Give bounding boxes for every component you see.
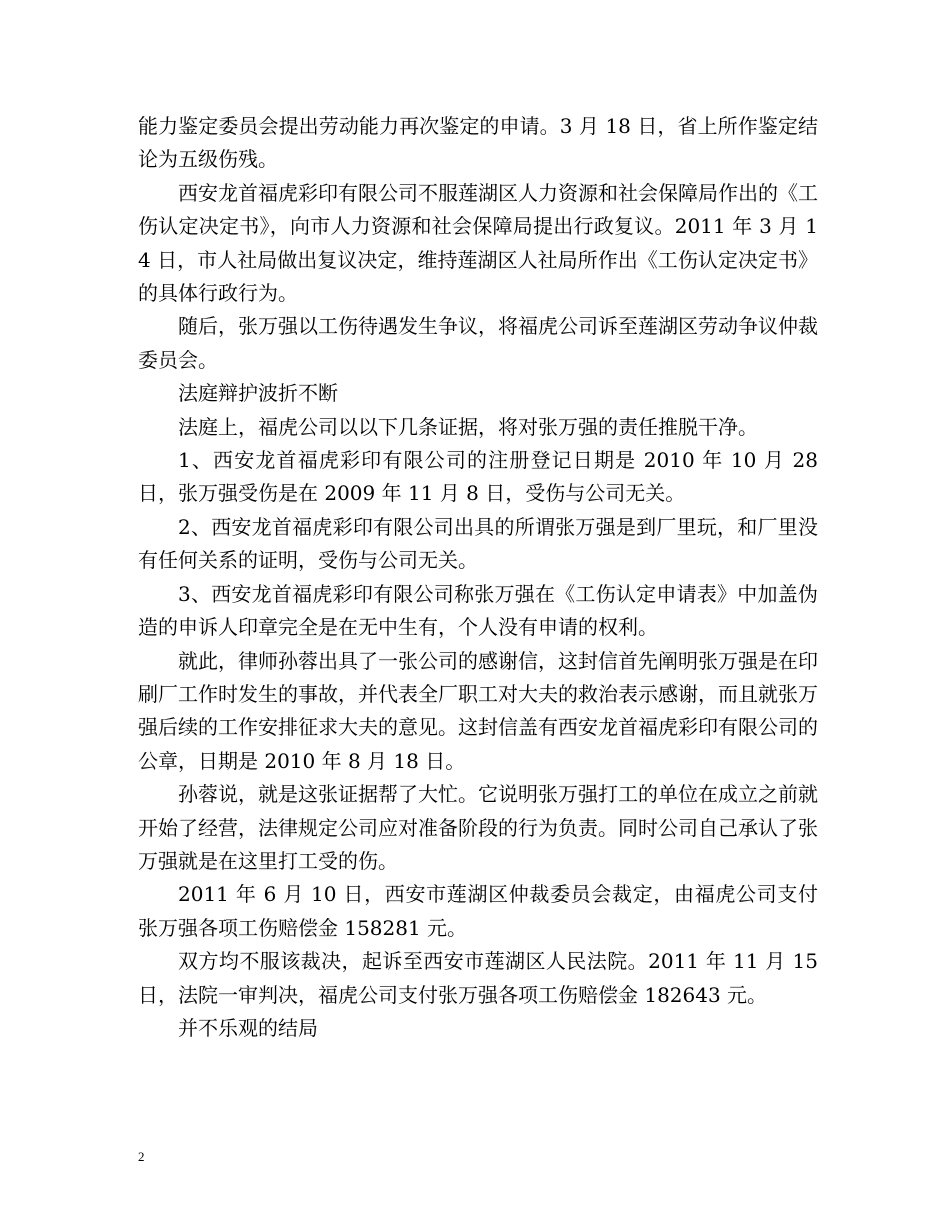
page-number: 2 [138,1149,145,1164]
document-body [138,110,818,1045]
paragraph: 就此，律师孙蓉出具了一张公司的感谢信，这封信首先阐明张万强是在印刷厂工作时发生的事故，并代表全厂职工对大夫的救治表示感谢，而且就张万强后续的工作安排征求大夫的意见。这封信盖有西安龙首福虎彩印有限公司的公章，日期是 2010 年 8 月 18 日。 [138,648,818,773]
list-item: 2、西安龙首福虎彩印有限公司出具的所谓张万强是到厂里玩，和厂里没有任何关系的证明，受伤与公司无关。 [138,514,818,573]
paragraph-continuation: 能力鉴定委员会提出劳动能力再次鉴定的申请。3 月 18 日，省上所作鉴定结论为五级伤残。 [138,114,818,172]
section-heading: 法庭辩护波折不断 [178,381,338,406]
paragraph: 西安龙首福虎彩印有限公司不服莲湖区人力资源和社会保障局作出的《工伤认定决定书》，向市人力资源和社会保障局提出行政复议。2011 年 3 月 14 日，市人社局做出复议决定，维持莲湖区人社局所作出《工伤认定决定书》的具体行政行为。 [138,180,818,306]
paragraph: 孙蓉说，就是这张证据帮了大忙。它说明张万强打工的单位在成立之前就开始了经营，法律规定公司应对准备阶段的行为负责。同时公司自己承认了张万强就是在这里打工受的伤。 [138,782,818,873]
paragraph: 法庭上，福虎公司以以下几条证据，将对张万强的责任推脱干净。 [178,414,758,439]
list-item: 3、西安龙首福虎彩印有限公司称张万强在《工伤认定申请表》中加盖伪造的申诉人印章完全是在无中生有，个人没有申请的权利。 [138,581,818,640]
paragraph: 双方均不服该裁决，起诉至西安市莲湖区人民法院。2011 年 11 月 15 日，法院一审判决，福虎公司支付张万强各项工伤赔偿金 182643 元。 [138,949,818,1007]
paragraph: 2011 年 6 月 10 日，西安市莲湖区仲裁委员会裁定，由福虎公司支付张万强各项工伤赔偿金 158281 元。 [138,882,818,940]
section-heading: 并不乐观的结局 [178,1015,318,1040]
list-item: 1、西安龙首福虎彩印有限公司的注册登记日期是 2010 年 10 月 28 日，张万强受伤是在 2009 年 11 月 8 日，受伤与公司无关。 [138,448,818,506]
paragraph: 随后，张万强以工伤待遇发生争议，将福虎公司诉至莲湖区劳动争议仲裁委员会。 [138,314,818,372]
